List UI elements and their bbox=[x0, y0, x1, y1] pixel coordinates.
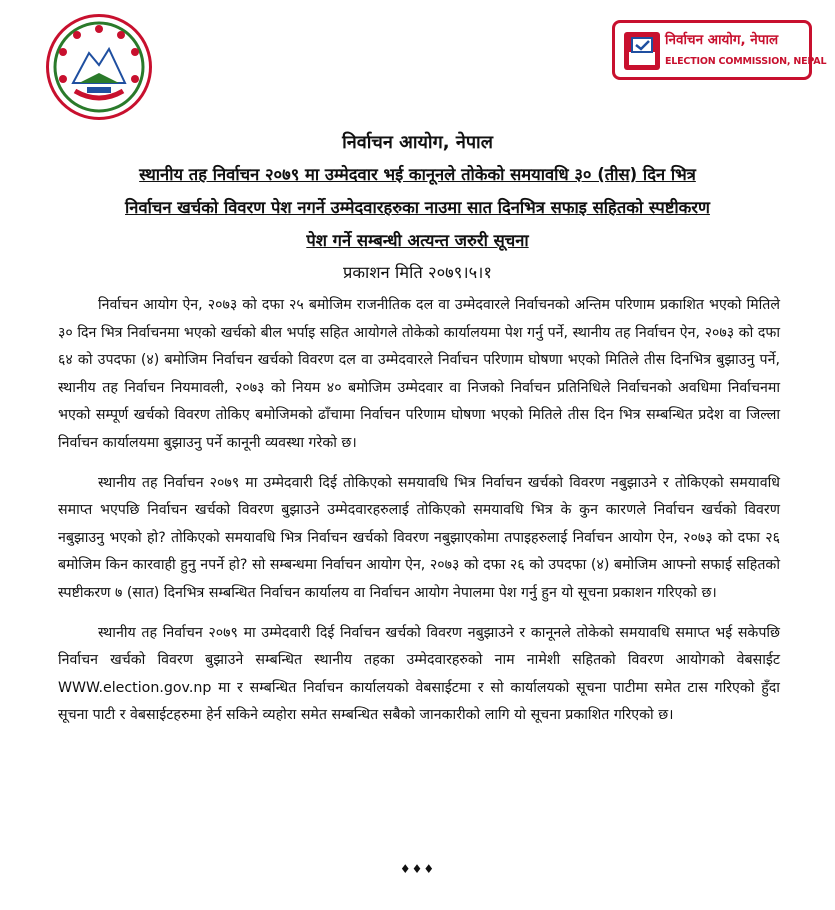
logo-name-english: ELECTION COMMISSION, NEPAL bbox=[665, 56, 827, 67]
emblem-graphic bbox=[49, 17, 149, 117]
notice-title-line-2: निर्वाचन खर्चको विवरण पेश नगर्ने उम्मेदवारहरुका नाउमा सात दिनभित्र सफाइ सहितको स्पष्टीकरण bbox=[125, 198, 710, 217]
paragraph-3: स्थानीय तह निर्वाचन २०७९ मा उम्मेदवारी दिई निर्वाचन खर्चको विवरण नबुझाउने र कानूनले तोकेको समयावधि समाप्त भई सकेपछि निर्वाचन खर्चको विवरण बुझाउने सम्बन्धित स्थानीय तहका उम्मेदवारहरुको नाम नामेशी सहितको विवरण आयोगको वेबसाईट WWW.election.gov.np मा र सम्बन्धित निर्वाचन कार्यालयको वेबसाईटमा र सो कार्यालयको सूचना पाटीमा समेत टास गरिएको हुँदा सूचना पाटी र वेबसाईटहरुमा हेर्न सकिने व्यहोरा समेत सम्बन्धित सबैको जानकारीको लागि यो सूचना प्रकाशित गरिएको छ। bbox=[58, 624, 780, 724]
election-commission-ballot-icon bbox=[624, 32, 660, 70]
election-commission-logo bbox=[612, 20, 827, 80]
organization-heading: निर्वाचन आयोग, नेपाल bbox=[342, 132, 493, 153]
notice-body bbox=[58, 292, 780, 742]
end-ornament: ♦♦♦ bbox=[399, 862, 436, 876]
notice-title-line-3: पेश गर्ने सम्बन्धी अत्यन्त जरुरी सूचना bbox=[306, 231, 529, 250]
notice-title-line-1: स्थानीय तह निर्वाचन २०७९ मा उम्मेदवार भई कानूनले तोकेको समयावधि ३० (तीस) दिन भित्र bbox=[139, 165, 696, 184]
logo-name-nepali: निर्वाचन आयोग, नेपाल bbox=[665, 32, 779, 48]
paragraph-1: निर्वाचन आयोग ऐन, २०७३ को दफा २५ बमोजिम राजनीतिक दल वा उम्मेदवारले निर्वाचनको अन्तिम परिणाम प्रकाशित भएको मितिले ३० दिन भित्र निर्वाचनमा भएको खर्चको बील भर्पाइ सहित आयोगले तोकेको कार्यालयमा पेश गर्नु पर्ने, स्थानीय तह निर्वाचन ऐन, २०७३ को दफा ६४ को उपदफा (४) बमोजिम निर्वाचन खर्चको विवरण दल वा उम्मेदवारले निर्वाचन परिणाम घोषणा भएको मितिले तीस दिनभित्र बुझाउनु पर्ने, स्थानीय तह निर्वाचन नियमावली, २०७३ को नियम ४० बमोजिम उम्मेदवार वा निजको निर्वाचन प्रतिनिधिले निर्वाचनको अवधिमा निर्वाचनमा भएको सम्पूर्ण खर्चको विवरण तोकिए बमोजिमको ढाँचामा निर्वाचन परिणाम घोषणा भएको मितिले तीस दिन भित्र सम्बन्धित प्रदेश वा जिल्ला निर्वाचन कार्यालयमा बुझाउनु पर्ने कानूनी व्यवस्था गरेको छ। bbox=[58, 297, 780, 451]
paragraph-2: स्थानीय तह निर्वाचन २०७९ मा उम्मेदवारी दिई तोकिएको समयावधि भित्र निर्वाचन खर्चको विवरण नबुझाउने र तोकिएको समयावधि समाप्त भएपछि निर्वाचन खर्चको विवरण बुझाउने उम्मेदवारहरुलाई तोकिएको समयावधि भित्र के कुन कारणले निर्वाचन खर्चको विवरण नबुझाउनु भएको हो? तोकिएको समयावधि भित्र निर्वाचन खर्चको विवरण नबुझाएकोमा तपाइहरुलाई निर्वाचन आयोग ऐन, २०७३ को दफा २६ बमोजिम किन कारवाही हुनु नपर्ने हो? सो सम्बन्धमा निर्वाचन आयोग ऐन, २०७३ को दफा २६ को उपदफा (४) बमोजिम आफ्नो सफाई सहितको स्पष्टीकरण ७ (सात) दिनभित्र सम्बन्धित निर्वाचन कार्यालय वा निर्वाचन आयोग नेपालमा पेश गर्नु हुन यो सूचना प्रकाशन गरिएको छ। bbox=[58, 474, 780, 601]
publish-date: प्रकाशन मिति २०७९।५।१ bbox=[342, 263, 492, 282]
nepal-government-emblem-icon bbox=[46, 14, 152, 120]
